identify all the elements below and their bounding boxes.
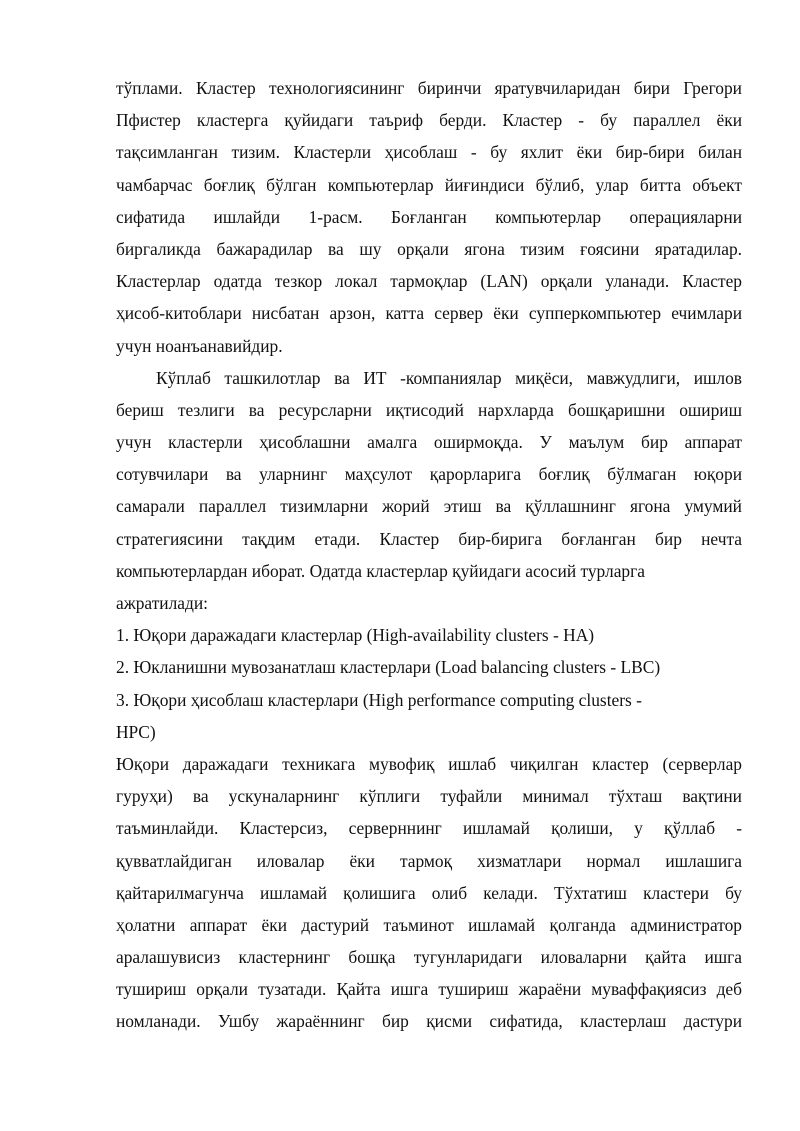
document-page: [116, 72, 742, 1038]
text-line: тушириш орқали тузатади. Қайта ишга тушириш жараёни муваффақиясиз деб: [116, 979, 742, 1000]
text-line: гуруҳи) ва ускуналарнинг кўплиги туфайли минимал тўхташ вақтини: [116, 786, 742, 807]
text-line: номланади. Ушбу жараённинг бир қисми сифатида, кластерлаш дастури: [116, 1011, 742, 1032]
text-line: Юқори даражадаги техникага мувофиқ ишлаб чиқилган кластер (серверлар: [116, 753, 742, 774]
text-line: сифатида ишлайди 1-расм. Боғланган компьютерлар операцияларни: [116, 206, 742, 227]
text-line: 3. Юқори ҳисоблаш кластерлари (High performance computing clusters -: [116, 689, 642, 710]
text-line: HPC): [116, 721, 156, 742]
text-line: тақсимланган тизим. Кластерли ҳисоблаш - бу яхлит ёки бир-бири билан: [116, 142, 742, 163]
text-line: стратегиясини тақдим етади. Кластер бир-бирига боғланган бир нечта: [116, 528, 742, 549]
text-line: Кластерлар одатда тезкор локал тармоқлар (LAN) орқали уланади. Кластер: [116, 271, 742, 292]
text-line: ҳолатни аппарат ёки дастурий таъминот ишламай қолганда администратор: [116, 914, 742, 935]
text-line: самарали параллел тизимларни жорий этиш ва қўллашнинг ягона умумий: [116, 496, 742, 517]
text-line: чамбарчас боғлиқ бўлган компьютерлар йиғиндиси бўлиб, улар битта объект: [116, 174, 742, 195]
text-line: учун ноанъанавийдир.: [116, 335, 283, 356]
text-line: сотувчилари ва уларнинг маҳсулот қарорларига боғлиқ бўлмаган юқори: [116, 464, 742, 485]
text-line: қайтарилмагунча ишламай қолишига олиб келади. Тўхтатиш кластери бу: [116, 882, 742, 903]
text-line: таъминлайди. Кластерсиз, серверннинг ишламай қолиши, у қўллаб -: [116, 818, 742, 839]
text-line: ажратилади:: [116, 593, 208, 613]
text-line: 1. Юқори даражадаги кластерлар (High-availability clusters - HA): [116, 625, 595, 646]
text-line: тўплами. Кластер технологиясининг биринчи яратувчиларидан бири Грегори: [116, 78, 742, 98]
text-line: аралашувисиз кластернинг бошқа тугунларидаги иловаларни қайта ишга: [116, 947, 742, 968]
text-line: бериш тезлиги ва ресурсларни иқтисодий нархларда бошқаришни ошириш: [116, 399, 742, 420]
text-line: Кўплаб ташкилотлар ва ИТ -компаниялар миқёси, мавжудлиги, ишлов: [156, 367, 742, 388]
text-line: учун кластерли ҳисоблашни амалга оширмоқда. У маълум бир аппарат: [116, 432, 742, 453]
text-line: ҳисоб-китоблари нисбатан арзон, катта сервер ёки супперкомпьютер ечимлари: [116, 303, 742, 324]
text-line: Пфистер кластерга қуйидаги таъриф берди. Кластер - бу параллел ёки: [116, 110, 742, 131]
text-line: 2. Юкланишни мувозанатлаш кластерлари (Load balancing clusters - LBC): [116, 657, 661, 678]
text-line: компьютерлардан иборат. Одатда кластерлар қуйидаги асосий турларга: [116, 560, 645, 581]
text-line: биргаликда бажарадилар ва шу орқали ягона тизим ғоясини яратадилар.: [116, 238, 742, 259]
text-line: қувватлайдиган иловалар ёки тармоқ хизматлари нормал ишлашига: [116, 850, 742, 871]
